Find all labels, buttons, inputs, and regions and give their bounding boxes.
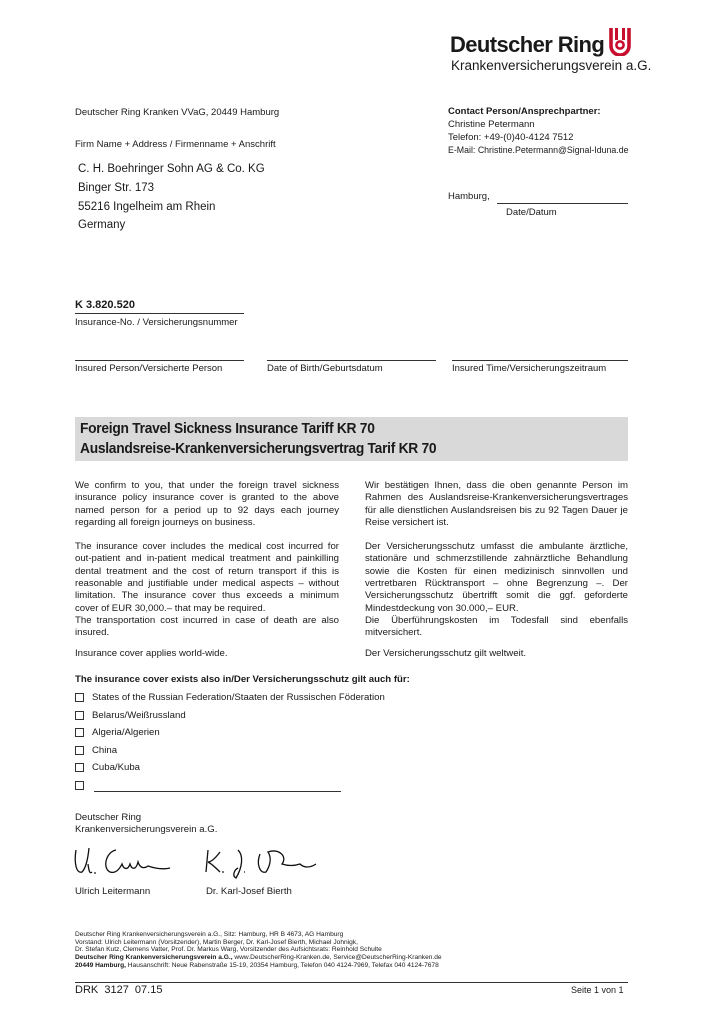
firm-label: Firm Name + Address / Firmenname + Anschrift xyxy=(75,139,276,150)
country-label-algeria: Algeria/Algerien xyxy=(92,726,160,738)
date-input-line[interactable] xyxy=(497,191,628,204)
page-info: Seite 1 von 1 xyxy=(571,985,624,995)
country-label-cuba: Cuba/Kuba xyxy=(92,761,141,773)
checkbox-belarus[interactable] xyxy=(75,711,84,720)
insured-person-label: Insured Person/Versicherte Person xyxy=(75,363,223,374)
birth-date-label: Date of Birth/Geburtsdatum xyxy=(267,363,383,374)
country-row-china[interactable] xyxy=(75,743,117,757)
footer-line4-bold: Deutscher Ring Krankenversicherungsverein a.G., xyxy=(75,954,233,962)
recipient-city: 55216 Ingelheim am Rhein xyxy=(78,200,216,213)
footer-line5-bold: 20449 Hamburg, xyxy=(75,961,126,969)
insured-person-field[interactable] xyxy=(75,346,244,361)
contact-phone: Telefon: +49-(0)40-4124 7512 xyxy=(448,132,574,143)
checkbox-algeria[interactable] xyxy=(75,728,84,737)
doc-code: DRK 3127 07.15 xyxy=(75,984,163,996)
brand-name: Deutscher Ring xyxy=(450,32,605,57)
english-p3: The transportation cost incurred in case of death are also insured. xyxy=(75,614,339,639)
countries-heading: The insurance cover exists also in/Der Versicherungsschutz gilt auch für: xyxy=(75,674,410,685)
insurance-number: K 3.820.520 xyxy=(75,299,244,314)
english-p4: Insurance cover applies world-wide. xyxy=(75,648,228,659)
title-german: Auslandsreise-Krankenversicherungsvertrag Tarif KR 70 xyxy=(80,440,437,457)
footer-line4 xyxy=(75,954,635,962)
sender-line: Deutscher Ring Kranken VVaG, 20449 Hamburg xyxy=(75,107,280,118)
insured-time-field[interactable] xyxy=(452,346,628,361)
country-row-algeria[interactable] xyxy=(75,725,160,739)
recipient-company: C. H. Boehringer Sohn AG & Co. KG xyxy=(78,163,265,175)
english-p1: We confirm to you, that under the foreign travel sickness insurance policy insurance cover is granted to the above named person for a period up to 92 days each journey regarding all foreign journeys on business. xyxy=(75,480,339,528)
footer-line5-rest: Hausanschrift: Neue Rabenstraße 15-19, 20354 Hamburg, Telefon 040 4124-7969, Telefax 040 4124-7678 xyxy=(125,961,439,969)
german-p1: Wir bestätigen Ihnen, dass die oben genannte Person im Rahmen des Auslandsreise-Krankenversicherungsvertrages für alle dienstlichen Auslandsreisen bis zu 92 Tagen Dauer je Reise versichert ist. xyxy=(365,480,628,528)
recipient-street: Binger Str. 173 xyxy=(78,181,155,194)
insured-time-label: Insured Time/Versicherungszeitraum xyxy=(452,363,607,374)
signoff-org xyxy=(75,812,217,837)
contact-email: E-Mail: Christine.Petermann@Signal-Iduna.de xyxy=(448,145,629,155)
contact-block xyxy=(448,105,658,157)
checkbox-russia[interactable] xyxy=(75,693,84,702)
german-p2: Der Versicherungsschutz umfasst die ambulante ärztliche, stationäre und schmerzstillende zahnärztliche Behandlung sowie die Kosten für einen medizinisch sinnvollen und vertretbaren Rücktransport – ohne Begrenzung –. Der Versicherungsschutz übertrifft somit die ggf. geforderte Mindestdeckung von 30.000,– EUR. xyxy=(365,541,628,614)
footer-line5 xyxy=(75,962,635,970)
checkbox-china[interactable] xyxy=(75,746,84,755)
signoff-org-line1: Deutscher Ring xyxy=(75,812,142,823)
contact-name: Christine Petermann xyxy=(448,119,535,130)
english-p2: The insurance cover includes the medical cost incurred for out-patient and in-patient medical treatment and painkilling dental treatment and the cost of return transport if this is reasonable and justifiable under medical aspects – without limitation. The insurance cover thus exceeds a minimum cover of EUR 30,000.– that may be required. xyxy=(75,541,339,614)
footer-line3: Dr. Stefan Kutz, Clemens Vatter, Prof. Dr. Markus Warg, Vorsitzender des Aufsichtsrats: Reinhold Schulte xyxy=(75,946,382,954)
country-row-russia[interactable] xyxy=(75,690,385,704)
signature-bierth xyxy=(198,842,318,882)
insurance-number-label: Insurance-No. / Versicherungsnummer xyxy=(75,317,238,328)
signer-leitermann: Ulrich Leitermann xyxy=(75,886,151,897)
date-label: Date/Datum xyxy=(506,207,557,218)
country-label-belarus: Belarus/Weißrussland xyxy=(92,709,186,721)
german-column xyxy=(365,480,628,640)
country-row-belarus[interactable] xyxy=(75,708,186,722)
country-label-russia: States of the Russian Federation/Staaten der Russischen Föderation xyxy=(92,691,385,703)
german-p4: Der Versicherungsschutz gilt weltweit. xyxy=(365,648,527,659)
signer-bierth: Dr. Karl-Josef Bierth xyxy=(206,886,292,897)
footer-divider xyxy=(75,982,628,983)
checkbox-other[interactable] xyxy=(75,781,84,790)
recipient-address xyxy=(78,160,265,235)
footer-line1: Deutscher Ring Krankenversicherungsverein a.G., Sitz: Hamburg, HR B 4673, AG Hamburg xyxy=(75,931,344,938)
birth-date-field[interactable] xyxy=(267,346,436,361)
country-label-china: China xyxy=(92,744,118,756)
other-country-field[interactable] xyxy=(94,779,341,792)
english-column xyxy=(75,480,339,640)
footer-line2: Vorstand: Ulrich Leitermann (Vorsitzender), Martin Berger, Dr. Karl-Josef Bierth, Michael Johnigk, xyxy=(75,938,358,946)
signature-leitermann xyxy=(72,842,172,882)
german-p3: Die Überführungskosten im Todesfall sind ebenfalls mitversichert. xyxy=(365,614,628,639)
recipient-country: Germany xyxy=(78,219,126,232)
signoff-org-line2: Krankenversicherungsverein a.G. xyxy=(75,824,218,836)
contact-heading: Contact Person/Ansprechpartner: xyxy=(448,106,601,117)
country-row-other[interactable] xyxy=(75,778,341,792)
checkbox-cuba[interactable] xyxy=(75,763,84,772)
footer-legal xyxy=(75,931,635,970)
title-english: Foreign Travel Sickness Insurance Tariff KR 70 xyxy=(80,420,375,437)
brand-subtitle: Krankenversicherungsverein a.G. xyxy=(451,58,652,73)
footer-line4-rest: www.DeutscherRing-Kranken.de, Service@DeutscherRing-Kranken.de xyxy=(232,954,442,962)
brand-logo-icon xyxy=(608,26,632,56)
date-place: Hamburg, xyxy=(448,191,490,202)
country-row-cuba[interactable] xyxy=(75,760,140,774)
